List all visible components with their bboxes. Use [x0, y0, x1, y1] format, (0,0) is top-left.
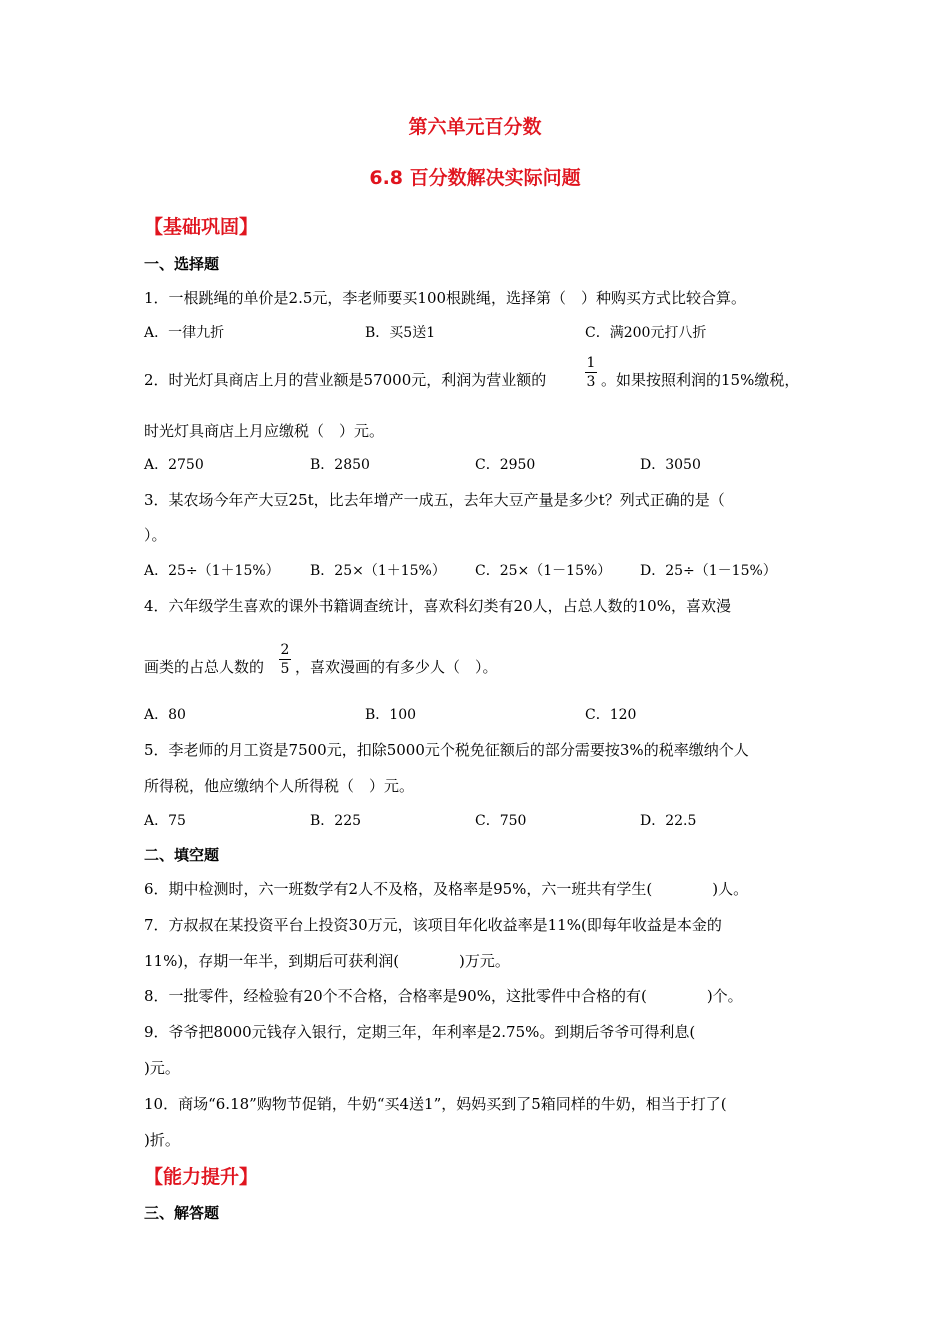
- q8-text: 8．一批零件，经检验有20个不合格，合格率是90%，这批零件中合格的有( )个。: [144, 987, 743, 1005]
- q5-text-a: 5．李老师的月工资是7500元，扣除5000元个税免征额后的部分需要按3%的税率缴纳个人: [144, 741, 749, 759]
- q2-option-a: A．2750: [144, 457, 204, 473]
- q4-option-a: A．80: [144, 707, 186, 723]
- q7-text-a: 7．方叔叔在某投资平台上投资30万元，该项目年化收益率是11%(即每年收益是本金的: [144, 916, 722, 934]
- q5-option-a: A．75: [144, 813, 186, 829]
- section-advanced: 【能力提升】: [144, 1166, 259, 1188]
- q9-text-a: 9．爷爷把8000元钱存入银行，定期三年，年利率是2.75%。到期后爷爷可得利息(: [144, 1023, 696, 1041]
- q2-frac-denominator: 3: [586, 374, 596, 390]
- q5-option-b: B．225: [310, 813, 362, 829]
- q1-text: 1．一根跳绳的单价是2.5元，李老师要买100根跳绳，选择第（ ）种购买方式比较合算。: [144, 289, 747, 307]
- fraction-bar: [585, 372, 597, 373]
- heading-answer: 三、解答题: [144, 1204, 220, 1222]
- q10-text-b: )折。: [144, 1131, 180, 1149]
- fraction-bar: [279, 659, 291, 660]
- heading-fill: 二、填空题: [144, 846, 220, 864]
- q3-option-b: B．25×（1＋15%）: [310, 563, 446, 579]
- lesson-title: 6.8 百分数解决实际问题: [369, 167, 581, 189]
- q4-text-a: 4．六年级学生喜欢的课外书籍调查统计，喜欢科幻类有20人，占总人数的10%，喜欢漫: [144, 597, 731, 615]
- q5-text-b: 所得税，他应缴纳个人所得税（ ）元。: [144, 777, 415, 795]
- q4-option-c: C．120: [585, 707, 637, 723]
- q3-text-a: 3．某农场今年产大豆25t，比去年增产一成五，去年大豆产量是多少t？列式正确的是（: [144, 491, 725, 509]
- q9-text-b: )元。: [144, 1059, 180, 1077]
- q4-text-b: 画类的占总人数的: [144, 658, 265, 676]
- q7-text-b: 11%)，存期一年半，到期后可获利润( )万元。: [144, 952, 510, 970]
- q3-option-c: C．25×（1－15%）: [475, 563, 612, 579]
- q4-text-c: ，喜欢漫画的有多少人（ ）。: [295, 658, 498, 676]
- q1-option-c: C．满200元打八折: [585, 325, 707, 341]
- q5-option-c: C．750: [475, 813, 527, 829]
- q2-text-c: 时光灯具商店上月应缴税（ ）元。: [144, 422, 385, 440]
- q3-text-b: ）。: [144, 526, 167, 544]
- q4-frac-denominator: 5: [280, 661, 290, 677]
- q5-option-d: D．22.5: [640, 813, 697, 829]
- q3-option-a: A．25÷（1＋15%）: [144, 563, 280, 579]
- q2-frac-numerator: 1: [586, 355, 596, 371]
- q10-text-a: 10．商场“6.18”购物节促销，牛奶“买4送1”，妈妈买到了5箱同样的牛奶，相当于打了(: [144, 1095, 727, 1113]
- q3-option-d: D．25÷（1－15%）: [640, 563, 777, 579]
- q4-fraction: [279, 642, 291, 677]
- section-basic: 【基础巩固】: [144, 216, 259, 238]
- q1-option-a: A．一律九折: [144, 325, 225, 341]
- q2-option-d: D．3050: [640, 457, 701, 473]
- unit-title: 第六单元百分数: [408, 116, 542, 138]
- heading-choice: 一、选择题: [144, 255, 220, 273]
- q2-fraction: [585, 355, 597, 390]
- q2-text-a: 2．时光灯具商店上月的营业额是57000元，利润为营业额的: [144, 371, 547, 389]
- q1-option-b: B．买5送1: [365, 325, 436, 341]
- q2-option-b: B．2850: [310, 457, 370, 473]
- q4-frac-numerator: 2: [280, 642, 290, 658]
- q4-option-b: B．100: [365, 707, 417, 723]
- q2-text-b: 。如果按照利润的15%缴税，: [601, 371, 800, 389]
- q6-text: 6．期中检测时，六一班数学有2人不及格，及格率是95%，六一班共有学生( )人。: [144, 880, 749, 898]
- q2-option-c: C．2950: [475, 457, 536, 473]
